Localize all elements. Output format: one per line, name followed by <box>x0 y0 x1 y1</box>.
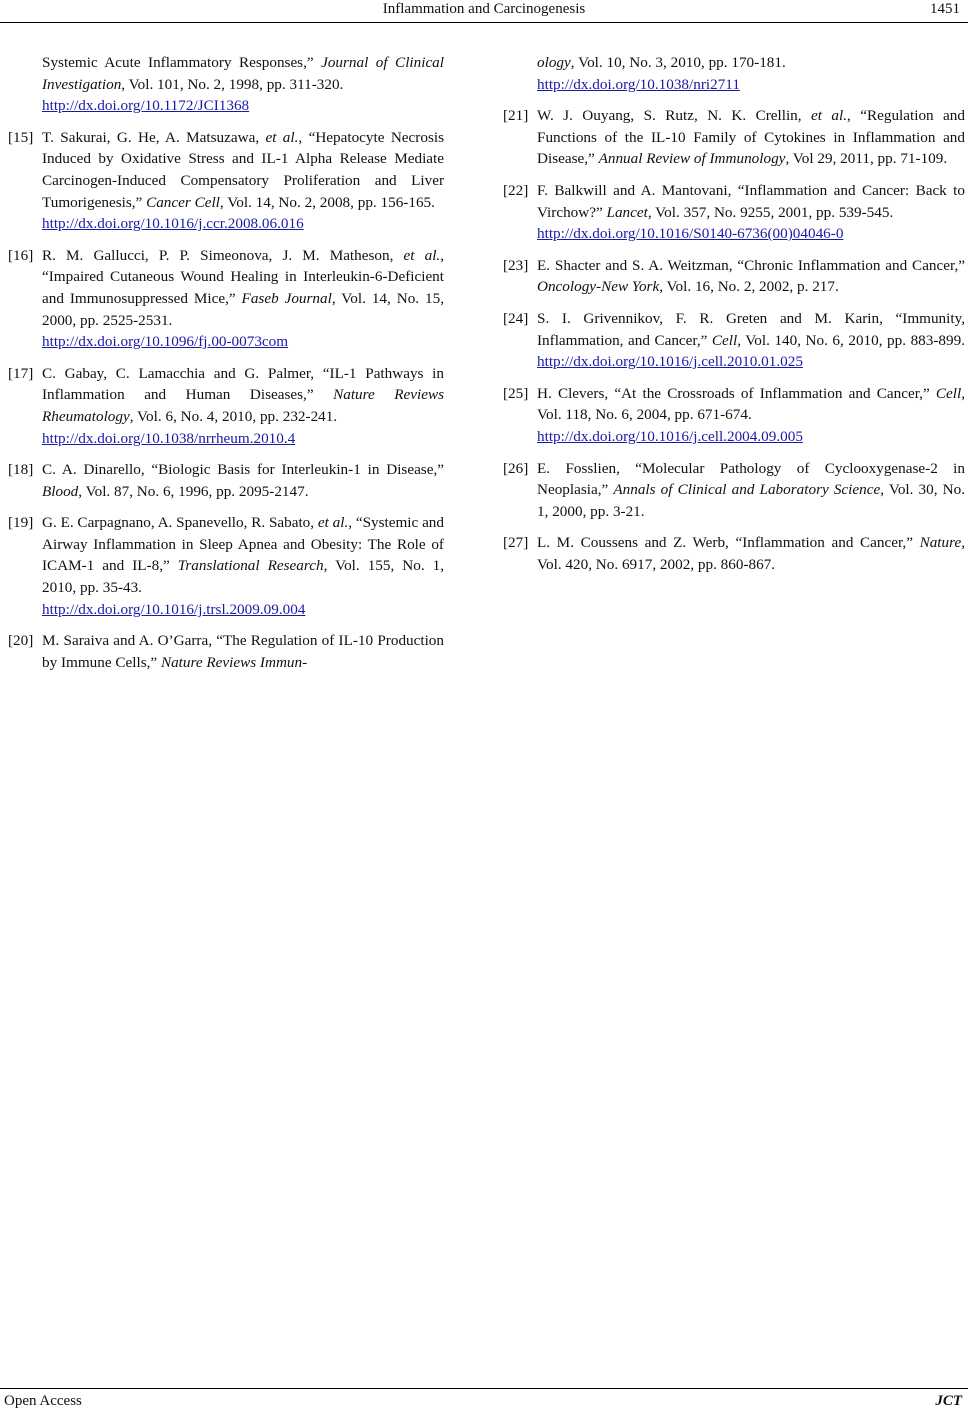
reference-entry <box>503 255 965 298</box>
reference-title: , “Impaired Cutaneous Wound Healing in Interleukin-6-Deficient and Immunosuppressed Mice,” <box>42 246 445 307</box>
reference-journal: Blood <box>42 482 79 500</box>
reference-entry <box>8 127 444 235</box>
reference-doi-link[interactable]: http://dx.doi.org/10.1096/fj.00-0073com <box>42 333 289 351</box>
reference-entry <box>8 459 444 502</box>
reference-journal: Cancer Cell <box>146 193 220 211</box>
reference-details: , Vol. 30, No. 1, 2000, pp. 3-21. <box>537 481 966 520</box>
reference-text: E. Fosslien, “Molecular Pathology of Cyclooxygenase-2 in Neoplasia,” <box>537 459 965 499</box>
running-title: Inflammation and Carcinogenesis <box>382 1 586 17</box>
reference-journal: Journal of Clinical Investigation <box>42 54 444 93</box>
reference-number: [27] <box>503 534 529 552</box>
reference-doi-link[interactable]: http://dx.doi.org/10.1172/JCI1368 <box>42 97 250 115</box>
reference-number: [19] <box>8 514 34 532</box>
reference-journal: ology <box>537 54 571 71</box>
reference-number: [15] <box>8 128 34 146</box>
reference-entry <box>8 52 444 117</box>
reference-text: R. M. Gallucci, P. P. Simeonova, J. M. Matheson, <box>42 246 404 264</box>
reference-text: S. I. Grivennikov, F. R. Greten and M. Karin, “Immunity, Inflammation, and Cancer,” <box>537 309 965 349</box>
reference-et-al: et al. <box>317 514 349 532</box>
reference-doi-link[interactable]: http://dx.doi.org/10.1016/S0140-6736(00)04046-0 <box>537 225 844 243</box>
reference-details: , Vol. 118, No. 6, 2004, pp. 671-674. <box>537 384 965 424</box>
reference-text: L. M. Coussens and Z. Werb, “Inflammation and Cancer,” <box>537 534 920 552</box>
reference-text: H. Clevers, “At the Crossroads of Inflammation and Cancer,” <box>537 384 936 402</box>
reference-text: Systemic Acute Inflammatory Responses,” <box>42 54 322 71</box>
reference-number: [23] <box>503 256 529 274</box>
left-column <box>8 52 444 683</box>
reference-journal: Nature Reviews Immun- <box>160 653 308 671</box>
page-number: 1451 <box>930 1 960 17</box>
reference-number: [22] <box>503 181 529 199</box>
reference-text: T. Sakurai, G. He, A. Matsuzawa, <box>42 128 266 146</box>
reference-entry <box>8 245 444 353</box>
page-footer <box>0 1388 968 1414</box>
reference-number: [20] <box>8 632 34 650</box>
reference-journal: Translational Research <box>177 557 324 575</box>
reference-et-al: et al. <box>403 246 441 264</box>
reference-entry <box>503 52 965 95</box>
reference-text: W. J. Ouyang, S. Rutz, N. K. Crellin, <box>537 107 811 125</box>
reference-doi-link[interactable]: http://dx.doi.org/10.1038/nrrheum.2010.4 <box>42 429 296 447</box>
reference-details: , Vol. 14, No. 15, 2000, pp. 2525-2531. <box>42 289 444 329</box>
reference-doi-link[interactable]: http://dx.doi.org/10.1016/j.trsl.2009.09.004 <box>42 600 306 618</box>
running-header <box>0 0 968 22</box>
reference-text: E. Shacter and S. A. Weitzman, “Chronic Inflammation and Cancer,” <box>537 256 965 274</box>
reference-journal: Oncology-New York <box>537 278 660 296</box>
reference-entry <box>8 630 444 673</box>
reference-doi-link[interactable]: http://dx.doi.org/10.1038/nri2711 <box>537 75 740 93</box>
reference-text: C. A. Dinarello, “Biologic Basis for Interleukin-1 in Disease,” <box>42 461 444 479</box>
reference-details: , Vol. 101, No. 2, 1998, pp. 311-320. <box>121 75 344 93</box>
reference-details: , Vol. 140, No. 6, 2010, pp. 883-899. <box>737 331 965 349</box>
reference-number: [21] <box>503 107 529 125</box>
reference-details: , Vol. 6, No. 4, 2010, pp. 232-241. <box>129 407 338 425</box>
header-rule <box>0 22 968 23</box>
footer-rule <box>0 1388 968 1389</box>
reference-number: [26] <box>503 459 529 477</box>
reference-number: [17] <box>8 364 34 382</box>
reference-entry <box>503 180 965 245</box>
reference-number: [18] <box>8 461 34 479</box>
reference-text: C. Gabay, C. Lamacchia and G. Palmer, “IL-1 Pathways in Inflammation and Human Diseases,” <box>42 364 444 404</box>
reference-entry <box>503 105 965 170</box>
reference-et-al: et al. <box>265 128 299 146</box>
reference-entry <box>8 363 444 449</box>
reference-number: [16] <box>8 246 34 264</box>
reference-details: , Vol. 357, No. 9255, 2001, pp. 539-545. <box>647 203 894 221</box>
reference-doi-link[interactable]: http://dx.doi.org/10.1016/j.cell.2010.01.025 <box>537 353 803 371</box>
reference-entry <box>503 308 965 373</box>
reference-journal: Cell <box>935 384 962 402</box>
reference-details: , Vol. 155, No. 1, 2010, pp. 35-43. <box>42 557 444 597</box>
reference-doi-link[interactable]: http://dx.doi.org/10.1016/j.ccr.2008.06.016 <box>42 215 304 233</box>
reference-doi-link[interactable]: http://dx.doi.org/10.1016/j.cell.2004.09.005 <box>537 427 803 445</box>
footer-open-access: Open Access <box>4 1393 82 1409</box>
reference-details: , Vol 29, 2011, pp. 71-109. <box>785 150 948 168</box>
reference-title: , “Hepatocyte Necrosis Induced by Oxidative Stress and IL-1 Alpha Release Mediate Carcinogen-Induced Compensatory Proliferation and Liver Tumorigenesis,” <box>42 128 444 211</box>
reference-text: G. E. Carpagnano, A. Spanevello, R. Sabato, <box>42 514 318 532</box>
reference-details: , Vol. 87, No. 6, 1996, pp. 2095-2147. <box>78 482 309 500</box>
reference-text: F. Balkwill and A. Mantovani, “Inflammation and Cancer: Back to Virchow?” <box>537 181 965 221</box>
reference-entry <box>8 512 444 620</box>
reference-journal: Nature Reviews Rheumatology <box>42 386 445 425</box>
reference-journal: Lancet <box>606 203 648 221</box>
reference-journal: Cell <box>711 331 738 349</box>
footer-journal-abbrev: JCT <box>935 1393 962 1409</box>
reference-journal: Annals of Clinical and Laboratory Science <box>613 481 881 499</box>
reference-details: , Vol. 14, No. 2, 2008, pp. 156-165. <box>219 193 435 211</box>
right-column <box>503 52 965 585</box>
reference-details: , Vol. 10, No. 3, 2010, pp. 170-181. <box>570 54 786 71</box>
reference-journal: Annual Review of Immunology <box>598 150 786 168</box>
reference-title: , “Systemic and Airway Inflammation in Sleep Apnea and Obesity: The Role of ICAM-1 and IL-8,” <box>42 514 444 575</box>
reference-entry <box>503 458 965 523</box>
reference-title: , “Regulation and Functions of the IL-10 Family of Cytokines in Inflammation and Disease,” <box>537 107 965 168</box>
reference-details: , Vol. 16, No. 2, 2002, p. 217. <box>659 278 839 296</box>
reference-number: [24] <box>503 309 529 327</box>
reference-et-al: et al. <box>811 107 848 125</box>
reference-journal: Faseb Journal <box>241 289 332 307</box>
reference-text: M. Saraiva and A. O’Garra, “The Regulation of IL-10 Production by Immune Cells,” <box>42 632 444 671</box>
reference-number: [25] <box>503 384 529 402</box>
reference-entry <box>503 383 965 448</box>
reference-journal: Nature <box>919 534 962 552</box>
reference-entry <box>503 532 965 575</box>
reference-details: , Vol. 420, No. 6917, 2002, pp. 860-867. <box>537 534 965 573</box>
